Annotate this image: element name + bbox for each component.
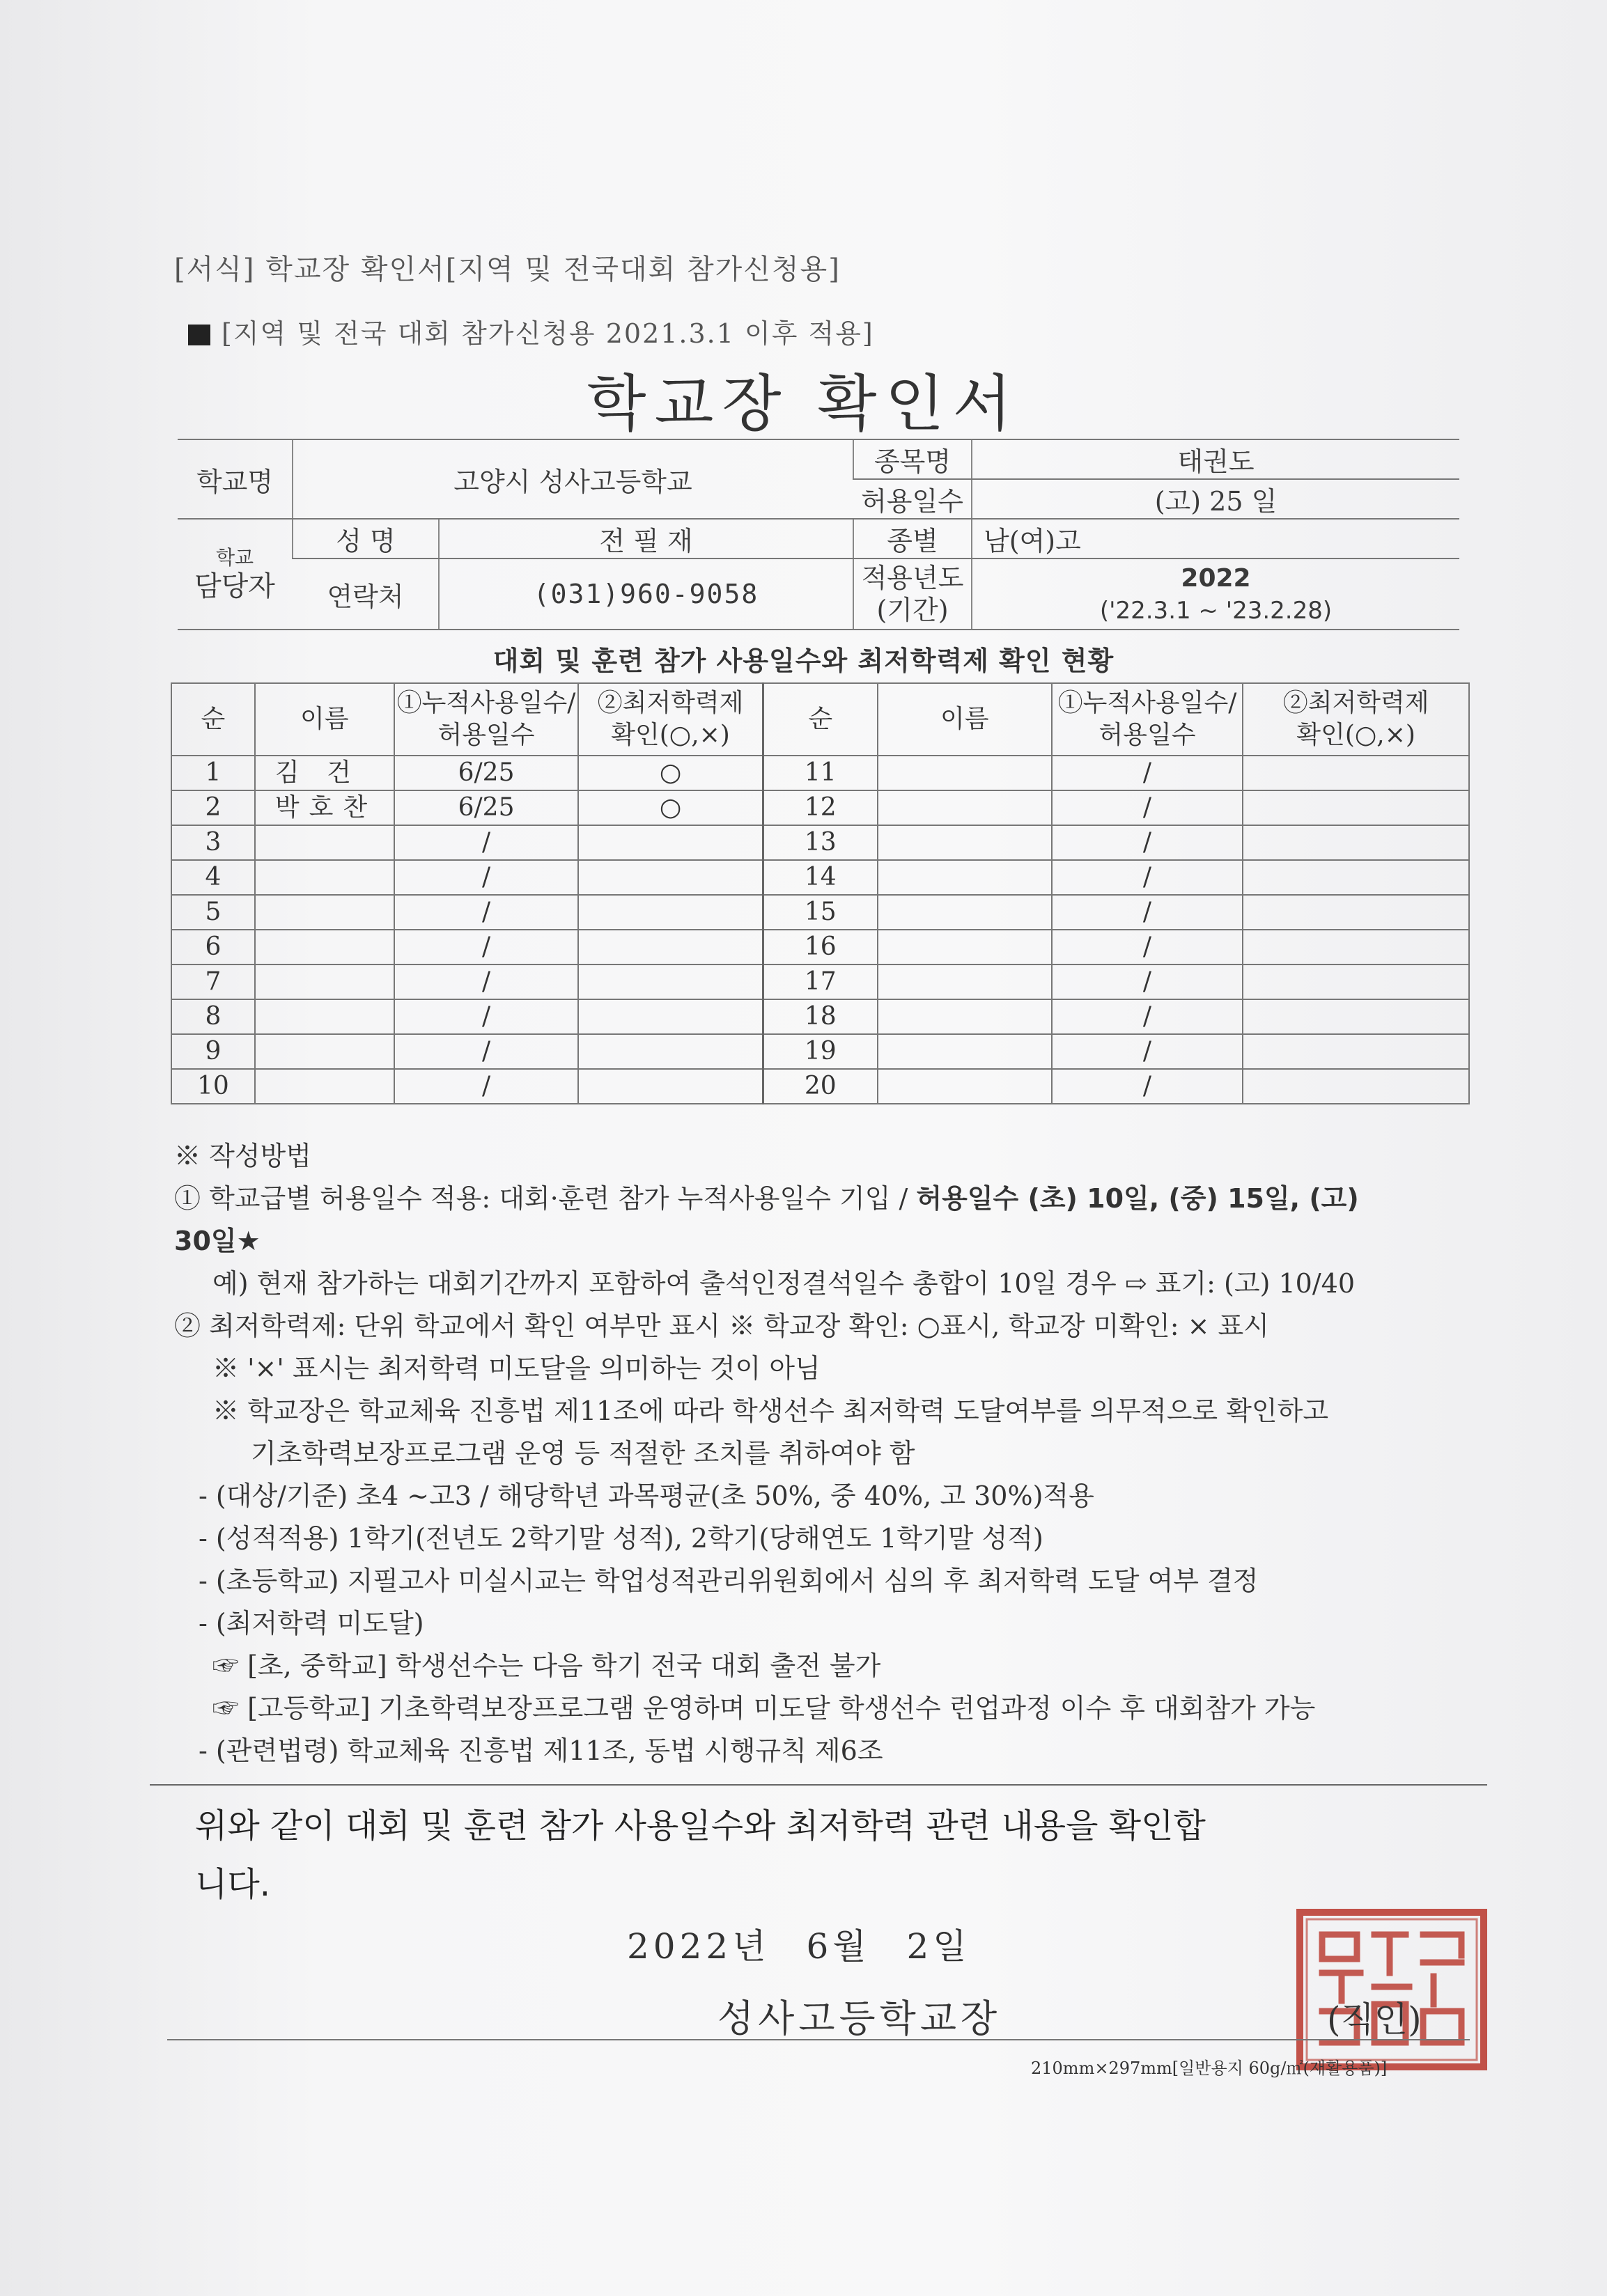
academic-check xyxy=(1243,1034,1469,1069)
academic-check xyxy=(578,825,763,860)
note-2: 예) 현재 참가하는 대회기간까지 포함하여 출석인정결석일수 총합이 10일 경우 ⇨ 표기: (고) 10/40 xyxy=(212,1268,1356,1299)
col-days-top: ①누적사용일수/ xyxy=(396,689,576,717)
days-used: / xyxy=(1052,756,1243,790)
student-name: 박호찬 xyxy=(255,790,394,825)
row-number: 6 xyxy=(171,930,255,965)
student-name xyxy=(878,1034,1052,1069)
days-used: / xyxy=(394,930,579,965)
table-row xyxy=(171,895,1469,930)
row-number: 9 xyxy=(171,1034,255,1069)
academic-check xyxy=(578,1034,763,1069)
row-number: 17 xyxy=(763,965,878,999)
black-square-icon xyxy=(188,325,210,345)
days-used: 6/25 xyxy=(394,756,579,790)
student-name xyxy=(255,1069,394,1104)
col-days-bottom-r: 허용일수 xyxy=(1098,721,1196,749)
table-row xyxy=(171,1069,1469,1104)
paper-size-note: 210mm×297mm[일반용지 60g/㎡(재활용품)] xyxy=(1031,2059,1388,2078)
table-row xyxy=(171,825,1469,860)
col-num-right: 순 xyxy=(763,683,878,756)
note-11: ☞ [초, 중학교] 학생선수는 다음 학기 전국 대회 출전 불가 xyxy=(212,1650,881,1681)
student-name xyxy=(255,895,394,930)
name-value: 전 필 재 xyxy=(439,519,853,559)
year-label-top: 적용년도 xyxy=(861,563,964,593)
days-used: / xyxy=(394,1034,579,1069)
student-name xyxy=(878,895,1052,930)
table-row xyxy=(171,965,1469,999)
student-name xyxy=(878,790,1052,825)
col-days-right xyxy=(1052,683,1243,756)
col-name-left: 이름 xyxy=(255,683,394,756)
contact-value: (031)960-9058 xyxy=(439,559,853,630)
note-1-a: ① 학교급별 허용일수 적용: 대회·훈련 참가 누적사용일수 기입 / xyxy=(174,1183,917,1214)
col-days-bottom: 허용일수 xyxy=(437,721,535,749)
year-label-bottom: (기간) xyxy=(876,595,949,625)
days-used: / xyxy=(1052,965,1243,999)
school-label: 학교명 xyxy=(178,439,293,519)
days-used: / xyxy=(394,965,579,999)
days-used: / xyxy=(1052,860,1243,895)
academic-check xyxy=(1243,860,1469,895)
row-number: 20 xyxy=(763,1069,878,1104)
student-name xyxy=(878,860,1052,895)
days-used: / xyxy=(394,895,579,930)
col-acad-top-r: ②최저학력제 xyxy=(1282,689,1429,717)
table-row xyxy=(171,756,1469,790)
student-name xyxy=(255,965,394,999)
row-number: 2 xyxy=(171,790,255,825)
sport-label: 종목명 xyxy=(853,439,972,479)
row-number: 7 xyxy=(171,965,255,999)
row-number: 3 xyxy=(171,825,255,860)
row-number: 12 xyxy=(763,790,878,825)
student-name xyxy=(255,930,394,965)
days-used: / xyxy=(1052,790,1243,825)
footer-divider xyxy=(167,2039,1470,2040)
note-3: ② 최저학력제: 단위 학교에서 확인 여부만 표시 ※ 학교장 확인: ○표시, 학교장 미확인: × 표시 xyxy=(174,1311,1269,1341)
days-used: / xyxy=(1052,825,1243,860)
name-label: 성 명 xyxy=(293,519,439,559)
school-value: 고양시 성사고등학교 xyxy=(293,439,853,519)
scope-text: [지역 및 전국 대회 참가신청용 2021.3.1 이후 적용] xyxy=(222,318,874,349)
instructions xyxy=(174,1135,1470,1772)
manager-label-bottom: 담당자 xyxy=(194,570,275,602)
year-value: 2022 xyxy=(1181,564,1251,593)
confirmation-statement xyxy=(195,1797,1484,1914)
student-name: 김 건 xyxy=(255,756,394,790)
signature-date: 2022년 6월 2일 xyxy=(627,1926,971,1967)
confirmation-line-1: 위와 같이 대회 및 훈련 참가 사용일수와 최저학력 관련 내용을 확인합 xyxy=(195,1806,1206,1845)
col-acad-bottom: 확인(○,×) xyxy=(611,721,730,749)
table-row xyxy=(171,930,1469,965)
academic-check xyxy=(578,965,763,999)
days-used: 6/25 xyxy=(394,790,579,825)
days-used: / xyxy=(1052,1069,1243,1104)
row-number: 15 xyxy=(763,895,878,930)
student-name xyxy=(255,1034,394,1069)
row-number: 14 xyxy=(763,860,878,895)
note-8: - (성적적용) 1학기(전년도 2학기말 성적), 2학기(당해연도 1학기말 성적) xyxy=(199,1523,1043,1554)
col-days-left xyxy=(394,683,579,756)
period-value: ('22.3.1 ~ '23.2.28) xyxy=(1099,597,1333,625)
scope-label xyxy=(188,312,874,350)
days-used: / xyxy=(1052,895,1243,930)
notes-heading: ※ 작성방법 xyxy=(174,1141,311,1171)
days-used: / xyxy=(394,860,579,895)
note-13: - (관련법령) 학교체육 진흥법 제11조, 동법 시행규칙 제6조 xyxy=(199,1735,883,1766)
note-1-b: 허용일수 (초) 10일, (중) 15일, (고) xyxy=(916,1183,1359,1214)
col-acad-left xyxy=(578,683,763,756)
note-9: - (초등학교) 지필고사 미실시교는 학업성적관리위원회에서 심의 후 최저학력 도달 여부 결정 xyxy=(199,1565,1259,1596)
academic-check xyxy=(578,1069,763,1104)
academic-check xyxy=(1243,790,1469,825)
table-row xyxy=(171,999,1469,1034)
col-days-top-r: ①누적사용일수/ xyxy=(1057,689,1237,717)
sport-value: 태권도 xyxy=(972,439,1459,479)
confirmation-line-2: 니다. xyxy=(195,1865,270,1904)
roster-table xyxy=(171,682,1470,1104)
academic-check xyxy=(1243,999,1469,1034)
seal-label: (직인) xyxy=(1327,1999,1422,2040)
manager-label-top: 학교 xyxy=(215,545,254,569)
gender-value: 남(여)고 xyxy=(972,519,1459,559)
days-used: / xyxy=(394,825,579,860)
note-1 xyxy=(174,1178,1470,1220)
academic-check: ○ xyxy=(578,756,763,790)
table-row xyxy=(171,790,1469,825)
days-used: / xyxy=(1052,930,1243,965)
row-number: 1 xyxy=(171,756,255,790)
roster-subtitle: 대회 및 훈련 참가 사용일수와 최저학력제 확인 현황 xyxy=(492,646,1115,676)
academic-check xyxy=(1243,825,1469,860)
note-5: ※ 학교장은 학교체육 진흥법 제11조에 따라 학생선수 최저학력 도달여부를 의무적으로 확인하고 xyxy=(212,1396,1329,1426)
official-seal-icon xyxy=(1294,1907,1489,2072)
col-acad-top: ②최저학력제 xyxy=(597,689,744,717)
row-number: 13 xyxy=(763,825,878,860)
roster-body xyxy=(171,756,1469,1104)
student-name xyxy=(878,965,1052,999)
student-name xyxy=(255,825,394,860)
student-name xyxy=(878,825,1052,860)
row-number: 19 xyxy=(763,1034,878,1069)
form-label: [서식] 학교장 확인서[지역 및 전국대회 참가신청용] xyxy=(174,253,841,286)
col-acad-bottom-r: 확인(○,×) xyxy=(1296,721,1415,749)
page-title: 학교장 확인서 xyxy=(587,368,1020,439)
academic-check xyxy=(578,930,763,965)
year-label xyxy=(853,559,972,630)
col-name-right: 이름 xyxy=(878,683,1052,756)
row-number: 8 xyxy=(171,999,255,1034)
note-7: - (대상/기준) 초4 ~고3 / 해당학년 과목평균(초 50%, 중 40%, 고 30%)적용 xyxy=(199,1481,1094,1511)
manager-label xyxy=(178,519,293,630)
days-used: / xyxy=(1052,1034,1243,1069)
academic-check xyxy=(578,860,763,895)
student-name xyxy=(878,930,1052,965)
days-used: / xyxy=(394,1069,579,1104)
academic-check xyxy=(1243,895,1469,930)
row-number: 5 xyxy=(171,895,255,930)
row-number: 4 xyxy=(171,860,255,895)
gender-label: 종별 xyxy=(853,519,972,559)
note-1-c-text: 30일★ xyxy=(174,1226,261,1256)
days-value: (고) 25 일 xyxy=(972,479,1459,519)
principal-title: 성사고등학교장 xyxy=(717,1997,1002,2040)
contact-label: 연락처 xyxy=(293,559,439,630)
academic-check xyxy=(1243,930,1469,965)
row-number: 10 xyxy=(171,1069,255,1104)
divider xyxy=(150,1784,1487,1786)
days-used: / xyxy=(394,999,579,1034)
student-name xyxy=(878,1069,1052,1104)
note-1-c xyxy=(174,1220,1470,1263)
academic-check xyxy=(1243,965,1469,999)
academic-check: ○ xyxy=(578,790,763,825)
col-acad-right xyxy=(1243,683,1469,756)
note-12: ☞ [고등학교] 기초학력보장프로그램 운영하며 미도달 학생선수 런업과정 이수 후 대회참가 가능 xyxy=(212,1693,1316,1724)
table-row xyxy=(171,860,1469,895)
row-number: 18 xyxy=(763,999,878,1034)
roster-header-row xyxy=(171,683,1469,756)
days-used: / xyxy=(1052,999,1243,1034)
note-6: 기초학력보장프로그램 운영 등 적절한 조치를 취하여야 함 xyxy=(251,1438,915,1469)
student-name xyxy=(878,756,1052,790)
note-4: ※ '×' 표시는 최저학력 미도달을 의미하는 것이 아님 xyxy=(212,1353,821,1384)
table-row xyxy=(171,1034,1469,1069)
days-label: 허용일수 xyxy=(853,479,972,519)
year-value-cell xyxy=(972,559,1459,630)
info-table xyxy=(178,439,1459,630)
academic-check xyxy=(1243,1069,1469,1104)
row-number: 11 xyxy=(763,756,878,790)
student-name xyxy=(255,999,394,1034)
note-10: - (최저학력 미도달) xyxy=(199,1608,424,1639)
student-name xyxy=(878,999,1052,1034)
academic-check xyxy=(1243,756,1469,790)
row-number: 16 xyxy=(763,930,878,965)
student-name xyxy=(255,860,394,895)
col-num-left: 순 xyxy=(171,683,255,756)
academic-check xyxy=(578,895,763,930)
academic-check xyxy=(578,999,763,1034)
